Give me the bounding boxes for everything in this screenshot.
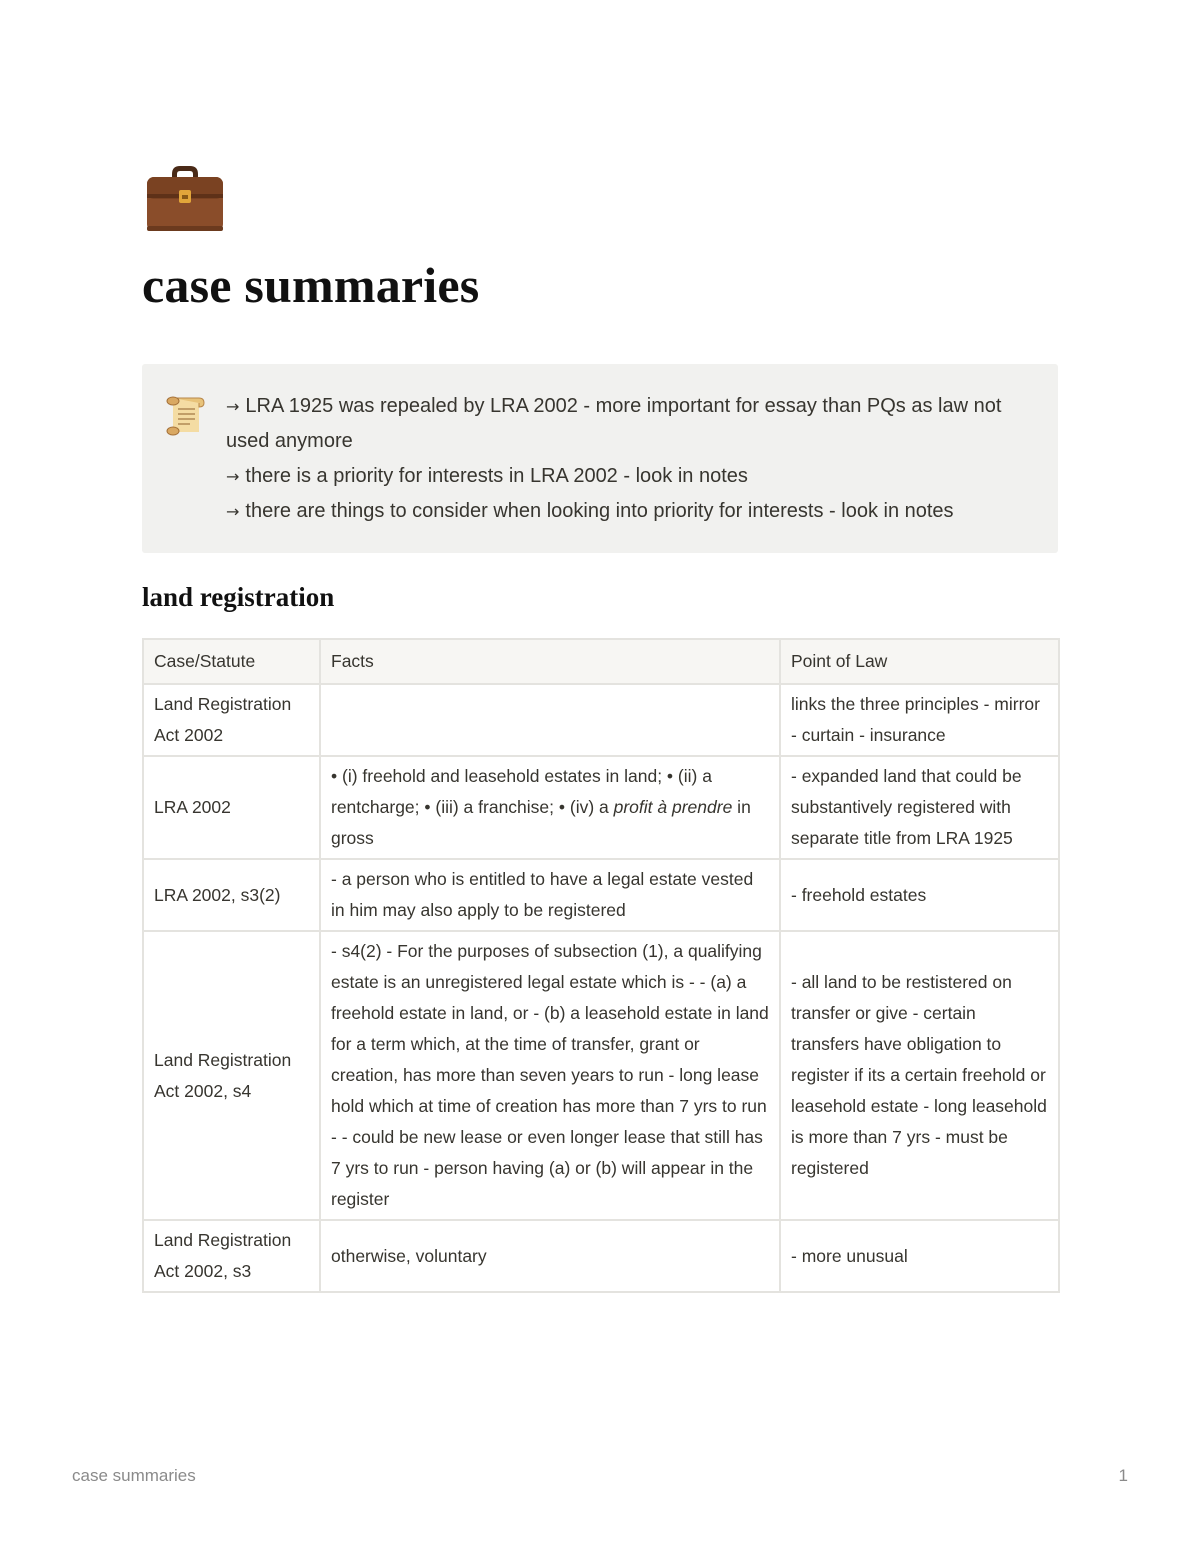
arrow-right-icon: → — [226, 397, 240, 416]
table-row — [143, 684, 1059, 756]
table-row — [143, 859, 1059, 931]
scroll-icon — [164, 392, 208, 438]
case-cell: LRA 2002, s3(2) — [143, 859, 320, 931]
emphasis: profit à prendre — [613, 797, 733, 817]
column-header: Point of Law — [780, 639, 1059, 684]
callout-line: → there are things to consider when looking into priority for interests - look in notes — [226, 500, 954, 522]
callout-line: → LRA 1925 was repealed by LRA 2002 - more important for essay than PQs as law not used anymore — [226, 395, 1002, 452]
table-row — [143, 756, 1059, 859]
facts-cell — [320, 684, 780, 756]
case-table — [142, 638, 1060, 1293]
section-heading: land registration — [142, 582, 335, 612]
facts-cell: - s4(2) - For the purposes of subsection (1), a qualifying estate is an unregistered legal estate which is - - (a) a freehold estate in land, or - (b) a leasehold estate in land for a term which, at the time of transfer, grant or creation, has more than seven years to run - long lease hold which at time of creation has more than 7 yrs to run - - could be new lease or even longer lease that still has 7 yrs to run - person having (a) or (b) will appear in the register — [320, 931, 780, 1220]
table-row — [143, 1220, 1059, 1292]
page-number: 1 — [1118, 1466, 1128, 1485]
arrow-right-icon: → — [226, 467, 240, 486]
briefcase-icon — [142, 160, 228, 236]
arrow-right-icon: → — [226, 502, 240, 521]
callout-text — [226, 389, 1034, 529]
callout — [142, 364, 1058, 553]
facts-cell: • (i) freehold and leasehold estates in land; • (ii) a rentcharge; • (iii) a franchise; • (iv) a profit à prendre in gross — [320, 756, 780, 859]
case-cell: LRA 2002 — [143, 756, 320, 859]
case-cell: Land Registration Act 2002, s3 — [143, 1220, 320, 1292]
footer-title: case summaries — [72, 1466, 196, 1485]
table-header-row — [143, 639, 1059, 684]
facts-cell: otherwise, voluntary — [320, 1220, 780, 1292]
column-header: Facts — [320, 639, 780, 684]
case-cell: Land Registration Act 2002, s4 — [143, 931, 320, 1220]
facts-cell: - a person who is entitled to have a legal estate vested in him may also apply to be registered — [320, 859, 780, 931]
callout-line: → there is a priority for interests in LRA 2002 - look in notes — [226, 465, 748, 487]
page-title: case summaries — [142, 257, 480, 313]
law-cell: - more unusual — [780, 1220, 1059, 1292]
law-cell: - all land to be restistered on transfer or give - certain transfers have obligation to register if its a certain freehold or leasehold estate - long leasehold is more than 7 yrs - must be registered — [780, 931, 1059, 1220]
table-row — [143, 931, 1059, 1220]
law-cell: - expanded land that could be substantively registered with separate title from LRA 1925 — [780, 756, 1059, 859]
column-header: Case/Statute — [143, 639, 320, 684]
law-cell: - freehold estates — [780, 859, 1059, 931]
case-cell: Land Registration Act 2002 — [143, 684, 320, 756]
law-cell: links the three principles - mirror - curtain - insurance — [780, 684, 1059, 756]
